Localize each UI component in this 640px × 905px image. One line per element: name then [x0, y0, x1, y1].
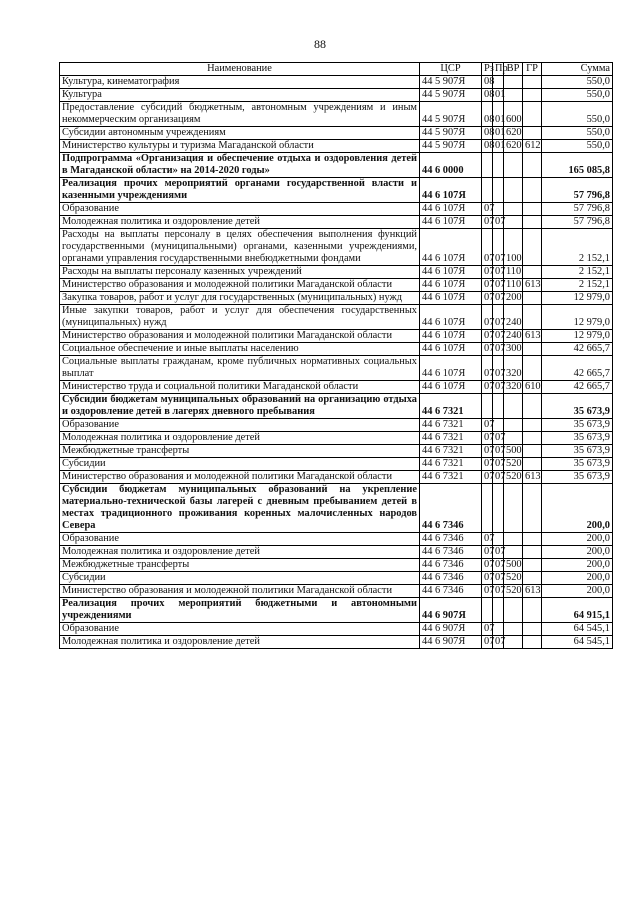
- cell-csr: 44 6 7346: [420, 533, 482, 546]
- header-rz: Рз: [482, 63, 493, 76]
- header-sum: Сумма: [542, 63, 613, 76]
- cell-pr: 07: [493, 330, 504, 343]
- cell-name: Министерство образования и молодежной политики Магаданской области: [60, 279, 420, 292]
- table-row: [60, 471, 613, 484]
- cell-rz: 07: [482, 356, 493, 381]
- cell-gr: [523, 356, 542, 381]
- cell-csr: 44 6 7321: [420, 394, 482, 419]
- cell-csr: 44 6 7321: [420, 445, 482, 458]
- cell-name: Иные закупки товаров, работ и услуг для обеспечения государственных (муниципальных) нужд: [60, 305, 420, 330]
- table-row: [60, 153, 613, 178]
- cell-csr: 44 6 7346: [420, 572, 482, 585]
- cell-name: Социальное обеспечение и иные выплаты населению: [60, 343, 420, 356]
- cell-gr: [523, 432, 542, 445]
- cell-rz: 07: [482, 471, 493, 484]
- cell-csr: 44 6 7346: [420, 546, 482, 559]
- cell-sum: 550,0: [542, 127, 613, 140]
- cell-vr: [504, 153, 523, 178]
- cell-pr: 07: [493, 585, 504, 598]
- cell-vr: 240: [504, 330, 523, 343]
- cell-vr: [504, 533, 523, 546]
- cell-sum: 42 665,7: [542, 356, 613, 381]
- cell-vr: [504, 76, 523, 89]
- table-row: [60, 89, 613, 102]
- cell-rz: 07: [482, 279, 493, 292]
- cell-rz: 08: [482, 140, 493, 153]
- cell-rz: 07: [482, 636, 493, 649]
- cell-pr: 07: [493, 559, 504, 572]
- cell-name: Подпрограмма «Организация и обеспечение отдыха и оздоровления детей в Магаданской области» на 2014-2020 годы»: [60, 153, 420, 178]
- cell-sum: 200,0: [542, 484, 613, 533]
- cell-rz: 08: [482, 102, 493, 127]
- cell-vr: 600: [504, 102, 523, 127]
- cell-csr: 44 6 7346: [420, 559, 482, 572]
- cell-name: Межбюджетные трансферты: [60, 559, 420, 572]
- cell-vr: [504, 636, 523, 649]
- table-row: [60, 102, 613, 127]
- cell-sum: 550,0: [542, 89, 613, 102]
- cell-vr: [504, 623, 523, 636]
- cell-sum: 200,0: [542, 585, 613, 598]
- cell-csr: 44 6 107Я: [420, 266, 482, 279]
- page-number: 88: [314, 37, 326, 51]
- cell-pr: 07: [493, 381, 504, 394]
- cell-pr: [493, 394, 504, 419]
- cell-csr: 44 6 7321: [420, 458, 482, 471]
- cell-vr: 500: [504, 445, 523, 458]
- cell-rz: 07: [482, 330, 493, 343]
- table-row: [60, 178, 613, 203]
- cell-sum: 57 796,8: [542, 203, 613, 216]
- cell-rz: 07: [482, 203, 493, 216]
- cell-name: Министерство образования и молодежной политики Магаданской области: [60, 471, 420, 484]
- cell-rz: [482, 153, 493, 178]
- table-row: [60, 585, 613, 598]
- cell-sum: 12 979,0: [542, 292, 613, 305]
- cell-csr: 44 6 107Я: [420, 356, 482, 381]
- cell-csr: 44 6 107Я: [420, 203, 482, 216]
- cell-gr: [523, 636, 542, 649]
- cell-pr: [493, 178, 504, 203]
- cell-rz: 08: [482, 127, 493, 140]
- cell-vr: 320: [504, 381, 523, 394]
- cell-sum: 64 915,1: [542, 598, 613, 623]
- table-row: [60, 279, 613, 292]
- cell-gr: [523, 394, 542, 419]
- cell-sum: 35 673,9: [542, 419, 613, 432]
- cell-sum: 12 979,0: [542, 305, 613, 330]
- cell-sum: 57 796,8: [542, 178, 613, 203]
- cell-pr: 01: [493, 102, 504, 127]
- table-row: [60, 572, 613, 585]
- cell-gr: [523, 305, 542, 330]
- table-row: [60, 127, 613, 140]
- header-csr: ЦСР: [420, 63, 482, 76]
- cell-gr: [523, 292, 542, 305]
- cell-name: Закупка товаров, работ и услуг для государственных (муниципальных) нужд: [60, 292, 420, 305]
- cell-pr: 07: [493, 445, 504, 458]
- cell-sum: 165 085,8: [542, 153, 613, 178]
- cell-sum: 550,0: [542, 76, 613, 89]
- cell-rz: 07: [482, 559, 493, 572]
- cell-csr: 44 6 907Я: [420, 636, 482, 649]
- table-header-row: [60, 63, 613, 76]
- cell-vr: 520: [504, 471, 523, 484]
- cell-sum: 2 152,1: [542, 229, 613, 266]
- cell-sum: 35 673,9: [542, 394, 613, 419]
- cell-vr: [504, 89, 523, 102]
- table-row: [60, 636, 613, 649]
- cell-sum: 200,0: [542, 572, 613, 585]
- cell-csr: 44 5 907Я: [420, 76, 482, 89]
- cell-sum: 35 673,9: [542, 432, 613, 445]
- cell-gr: [523, 266, 542, 279]
- cell-pr: 07: [493, 458, 504, 471]
- table-row: [60, 559, 613, 572]
- budget-table: [59, 62, 613, 649]
- cell-gr: [523, 216, 542, 229]
- cell-gr: [523, 458, 542, 471]
- cell-name: Реализация прочих мероприятий органами государственной власти и казенными учреждениями: [60, 178, 420, 203]
- cell-pr: 07: [493, 216, 504, 229]
- table-row: [60, 140, 613, 153]
- cell-sum: 35 673,9: [542, 458, 613, 471]
- cell-rz: 07: [482, 572, 493, 585]
- cell-sum: 2 152,1: [542, 279, 613, 292]
- cell-vr: 240: [504, 305, 523, 330]
- cell-csr: 44 6 107Я: [420, 216, 482, 229]
- cell-sum: 35 673,9: [542, 471, 613, 484]
- cell-name: Культура, кинематография: [60, 76, 420, 89]
- cell-csr: 44 6 107Я: [420, 292, 482, 305]
- table-row: [60, 330, 613, 343]
- header-gr: ГР: [523, 63, 542, 76]
- cell-sum: 200,0: [542, 559, 613, 572]
- table-row: [60, 598, 613, 623]
- cell-rz: 07: [482, 381, 493, 394]
- cell-csr: 44 6 907Я: [420, 623, 482, 636]
- cell-rz: 07: [482, 343, 493, 356]
- cell-gr: 613: [523, 279, 542, 292]
- cell-rz: [482, 484, 493, 533]
- cell-name: Субсидии: [60, 572, 420, 585]
- cell-rz: 07: [482, 445, 493, 458]
- cell-pr: 07: [493, 546, 504, 559]
- cell-sum: 2 152,1: [542, 266, 613, 279]
- cell-csr: 44 6 107Я: [420, 381, 482, 394]
- cell-pr: [493, 484, 504, 533]
- cell-csr: 44 6 107Я: [420, 330, 482, 343]
- header-name: Наименование: [60, 63, 420, 76]
- cell-sum: 550,0: [542, 140, 613, 153]
- cell-vr: [504, 419, 523, 432]
- cell-gr: 613: [523, 585, 542, 598]
- cell-vr: [504, 598, 523, 623]
- cell-gr: [523, 484, 542, 533]
- cell-name: Образование: [60, 623, 420, 636]
- cell-rz: 07: [482, 533, 493, 546]
- cell-csr: 44 6 7321: [420, 432, 482, 445]
- cell-vr: 200: [504, 292, 523, 305]
- cell-rz: 08: [482, 89, 493, 102]
- cell-vr: 110: [504, 279, 523, 292]
- cell-gr: [523, 76, 542, 89]
- cell-pr: 07: [493, 292, 504, 305]
- cell-name: Межбюджетные трансферты: [60, 445, 420, 458]
- cell-rz: 07: [482, 216, 493, 229]
- cell-rz: [482, 178, 493, 203]
- cell-vr: [504, 216, 523, 229]
- cell-vr: [504, 484, 523, 533]
- cell-vr: [504, 394, 523, 419]
- cell-name: Культура: [60, 89, 420, 102]
- table-row: [60, 432, 613, 445]
- cell-sum: 42 665,7: [542, 343, 613, 356]
- cell-vr: 500: [504, 559, 523, 572]
- cell-name: Субсидии автономным учреждениям: [60, 127, 420, 140]
- cell-sum: 12 979,0: [542, 330, 613, 343]
- table-row: [60, 356, 613, 381]
- cell-name: Образование: [60, 203, 420, 216]
- cell-vr: 520: [504, 572, 523, 585]
- cell-name: Расходы на выплаты персоналу в целях обеспечения выполнения функций государственными (муниципальными) органами, казенными учреждениями, органами управления государственными внебюджетными фондами: [60, 229, 420, 266]
- cell-gr: [523, 445, 542, 458]
- cell-gr: [523, 533, 542, 546]
- cell-pr: 01: [493, 89, 504, 102]
- cell-gr: 613: [523, 471, 542, 484]
- cell-name: Министерство образования и молодежной политики Магаданской области: [60, 330, 420, 343]
- table-row: [60, 216, 613, 229]
- cell-gr: [523, 343, 542, 356]
- cell-csr: 44 6 0000: [420, 153, 482, 178]
- cell-csr: 44 6 7346: [420, 484, 482, 533]
- cell-gr: [523, 178, 542, 203]
- header-pr: Пр: [493, 63, 504, 76]
- cell-pr: 07: [493, 471, 504, 484]
- cell-csr: 44 5 907Я: [420, 89, 482, 102]
- cell-pr: 07: [493, 572, 504, 585]
- cell-name: Министерство образования и молодежной политики Магаданской области: [60, 585, 420, 598]
- cell-name: Реализация прочих мероприятий бюджетными и автономными учреждениями: [60, 598, 420, 623]
- cell-vr: 520: [504, 585, 523, 598]
- cell-gr: 613: [523, 330, 542, 343]
- cell-pr: 07: [493, 266, 504, 279]
- table-row: [60, 203, 613, 216]
- cell-sum: 550,0: [542, 102, 613, 127]
- cell-csr: 44 6 7321: [420, 419, 482, 432]
- cell-rz: 07: [482, 229, 493, 266]
- cell-rz: 07: [482, 266, 493, 279]
- cell-gr: [523, 546, 542, 559]
- cell-sum: 200,0: [542, 533, 613, 546]
- cell-gr: 612: [523, 140, 542, 153]
- cell-vr: 520: [504, 458, 523, 471]
- table-row: [60, 484, 613, 533]
- cell-rz: [482, 394, 493, 419]
- cell-pr: 07: [493, 636, 504, 649]
- header-vr: ВР: [504, 63, 523, 76]
- cell-csr: 44 6 107Я: [420, 343, 482, 356]
- table-row: [60, 381, 613, 394]
- cell-rz: 07: [482, 305, 493, 330]
- cell-gr: [523, 229, 542, 266]
- cell-vr: 110: [504, 266, 523, 279]
- cell-csr: 44 6 7346: [420, 585, 482, 598]
- cell-pr: 01: [493, 127, 504, 140]
- table-row: [60, 266, 613, 279]
- table-row: [60, 419, 613, 432]
- cell-rz: 07: [482, 623, 493, 636]
- cell-csr: 44 5 907Я: [420, 140, 482, 153]
- cell-sum: 64 545,1: [542, 623, 613, 636]
- cell-name: Молодежная политика и оздоровление детей: [60, 432, 420, 445]
- table-row: [60, 623, 613, 636]
- cell-pr: [493, 598, 504, 623]
- cell-vr: 320: [504, 356, 523, 381]
- cell-gr: [523, 127, 542, 140]
- cell-rz: 07: [482, 458, 493, 471]
- cell-name: Образование: [60, 419, 420, 432]
- cell-csr: 44 6 107Я: [420, 229, 482, 266]
- cell-vr: [504, 178, 523, 203]
- cell-vr: 620: [504, 127, 523, 140]
- cell-vr: [504, 432, 523, 445]
- cell-pr: 01: [493, 140, 504, 153]
- cell-pr: 07: [493, 279, 504, 292]
- cell-csr: 44 6 7321: [420, 471, 482, 484]
- table-row: [60, 305, 613, 330]
- table-row: [60, 76, 613, 89]
- table-row: [60, 445, 613, 458]
- cell-name: Образование: [60, 533, 420, 546]
- cell-pr: 07: [493, 356, 504, 381]
- cell-csr: 44 6 107Я: [420, 279, 482, 292]
- cell-name: Социальные выплаты гражданам, кроме публичных нормативных социальных выплат: [60, 356, 420, 381]
- cell-vr: 620: [504, 140, 523, 153]
- cell-sum: 35 673,9: [542, 445, 613, 458]
- cell-pr: [493, 153, 504, 178]
- cell-name: Молодежная политика и оздоровление детей: [60, 636, 420, 649]
- cell-name: Молодежная политика и оздоровление детей: [60, 546, 420, 559]
- cell-pr: 07: [493, 229, 504, 266]
- cell-name: Субсидии бюджетам муниципальных образований на укрепление материально-технической базы лагерей с дневным пребыванием детей в местах традиционного проживания коренных малочисленных народов Севера: [60, 484, 420, 533]
- cell-vr: 100: [504, 229, 523, 266]
- cell-name: Субсидии бюджетам муниципальных образований на организацию отдыха и оздоровление детей в лагерях дневного пребывания: [60, 394, 420, 419]
- table-row: [60, 292, 613, 305]
- cell-rz: 07: [482, 292, 493, 305]
- cell-rz: 07: [482, 585, 493, 598]
- table-row: [60, 458, 613, 471]
- cell-vr: [504, 203, 523, 216]
- cell-gr: [523, 203, 542, 216]
- table-row: [60, 229, 613, 266]
- cell-gr: [523, 598, 542, 623]
- cell-name: Министерство культуры и туризма Магаданской области: [60, 140, 420, 153]
- cell-csr: 44 6 907Я: [420, 598, 482, 623]
- cell-csr: 44 5 907Я: [420, 102, 482, 127]
- table-row: [60, 394, 613, 419]
- cell-rz: 07: [482, 419, 493, 432]
- cell-name: Предоставление субсидий бюджетным, автономным учреждениям и иным некоммерческим организациям: [60, 102, 420, 127]
- cell-gr: [523, 623, 542, 636]
- cell-vr: [504, 546, 523, 559]
- cell-csr: 44 6 107Я: [420, 178, 482, 203]
- cell-gr: [523, 559, 542, 572]
- cell-vr: 300: [504, 343, 523, 356]
- cell-name: Министерство труда и социальной политики Магаданской области: [60, 381, 420, 394]
- cell-pr: 07: [493, 432, 504, 445]
- cell-rz: 07: [482, 432, 493, 445]
- cell-gr: [523, 102, 542, 127]
- cell-pr: 07: [493, 343, 504, 356]
- cell-gr: [523, 153, 542, 178]
- cell-sum: 64 545,1: [542, 636, 613, 649]
- cell-sum: 200,0: [542, 546, 613, 559]
- table-row: [60, 533, 613, 546]
- cell-pr: 07: [493, 305, 504, 330]
- table-row: [60, 546, 613, 559]
- cell-gr: [523, 419, 542, 432]
- cell-csr: 44 5 907Я: [420, 127, 482, 140]
- cell-csr: 44 6 107Я: [420, 305, 482, 330]
- cell-gr: 610: [523, 381, 542, 394]
- cell-name: Расходы на выплаты персоналу казенных учреждений: [60, 266, 420, 279]
- cell-gr: [523, 89, 542, 102]
- cell-sum: 57 796,8: [542, 216, 613, 229]
- table-row: [60, 343, 613, 356]
- cell-name: Субсидии: [60, 458, 420, 471]
- cell-sum: 42 665,7: [542, 381, 613, 394]
- cell-rz: [482, 598, 493, 623]
- cell-gr: [523, 572, 542, 585]
- cell-name: Молодежная политика и оздоровление детей: [60, 216, 420, 229]
- cell-rz: 08: [482, 76, 493, 89]
- cell-rz: 07: [482, 546, 493, 559]
